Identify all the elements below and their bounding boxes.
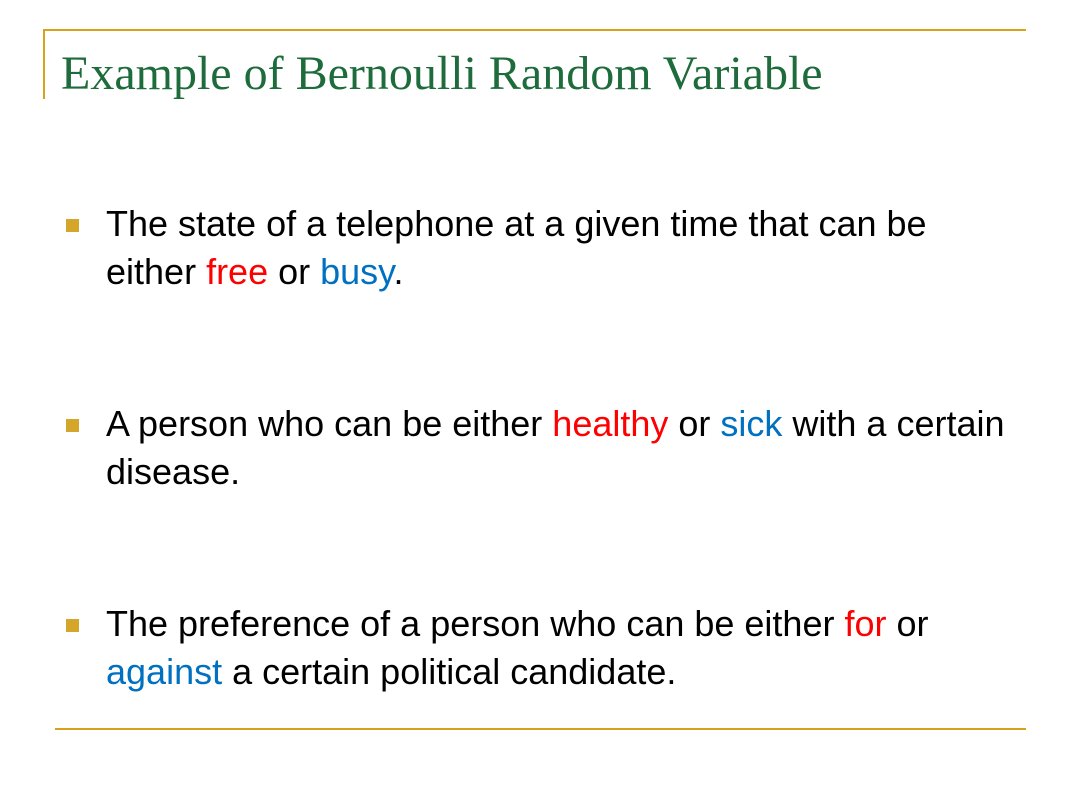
square-bullet-icon (66, 219, 79, 232)
bullet-text: The state of a telephone at a given time that can be either (106, 203, 927, 292)
bullet-text-ending: a certain political candidate. (222, 651, 677, 692)
square-bullet-icon (66, 619, 79, 632)
bullet-text-ending: . (393, 251, 404, 292)
option-connector: or (886, 603, 929, 644)
bottom-accent-rule (55, 728, 1026, 730)
second-option: against (106, 651, 223, 692)
left-accent-rule (43, 29, 45, 99)
bullet-text: The preference of a person who can be either (106, 603, 845, 644)
slide-title: Example of Bernoulli Random Variable (61, 47, 823, 100)
bullet-list (66, 200, 1026, 696)
first-option: free (206, 251, 269, 292)
first-option: for (844, 603, 887, 644)
second-option: sick (720, 403, 783, 444)
bullet-item-telephone (66, 200, 1026, 296)
option-connector: or (668, 403, 721, 444)
bullet-item-health (66, 400, 1026, 496)
second-option: busy (320, 251, 394, 292)
square-bullet-icon (66, 419, 79, 432)
option-connector: or (268, 251, 321, 292)
first-option: healthy (552, 403, 669, 444)
bullet-text-ending: with a certain disease. (106, 403, 1005, 492)
bullet-text: A person who can be either (106, 403, 553, 444)
bullet-item-preference (66, 600, 1026, 696)
top-accent-rule (43, 29, 1026, 31)
